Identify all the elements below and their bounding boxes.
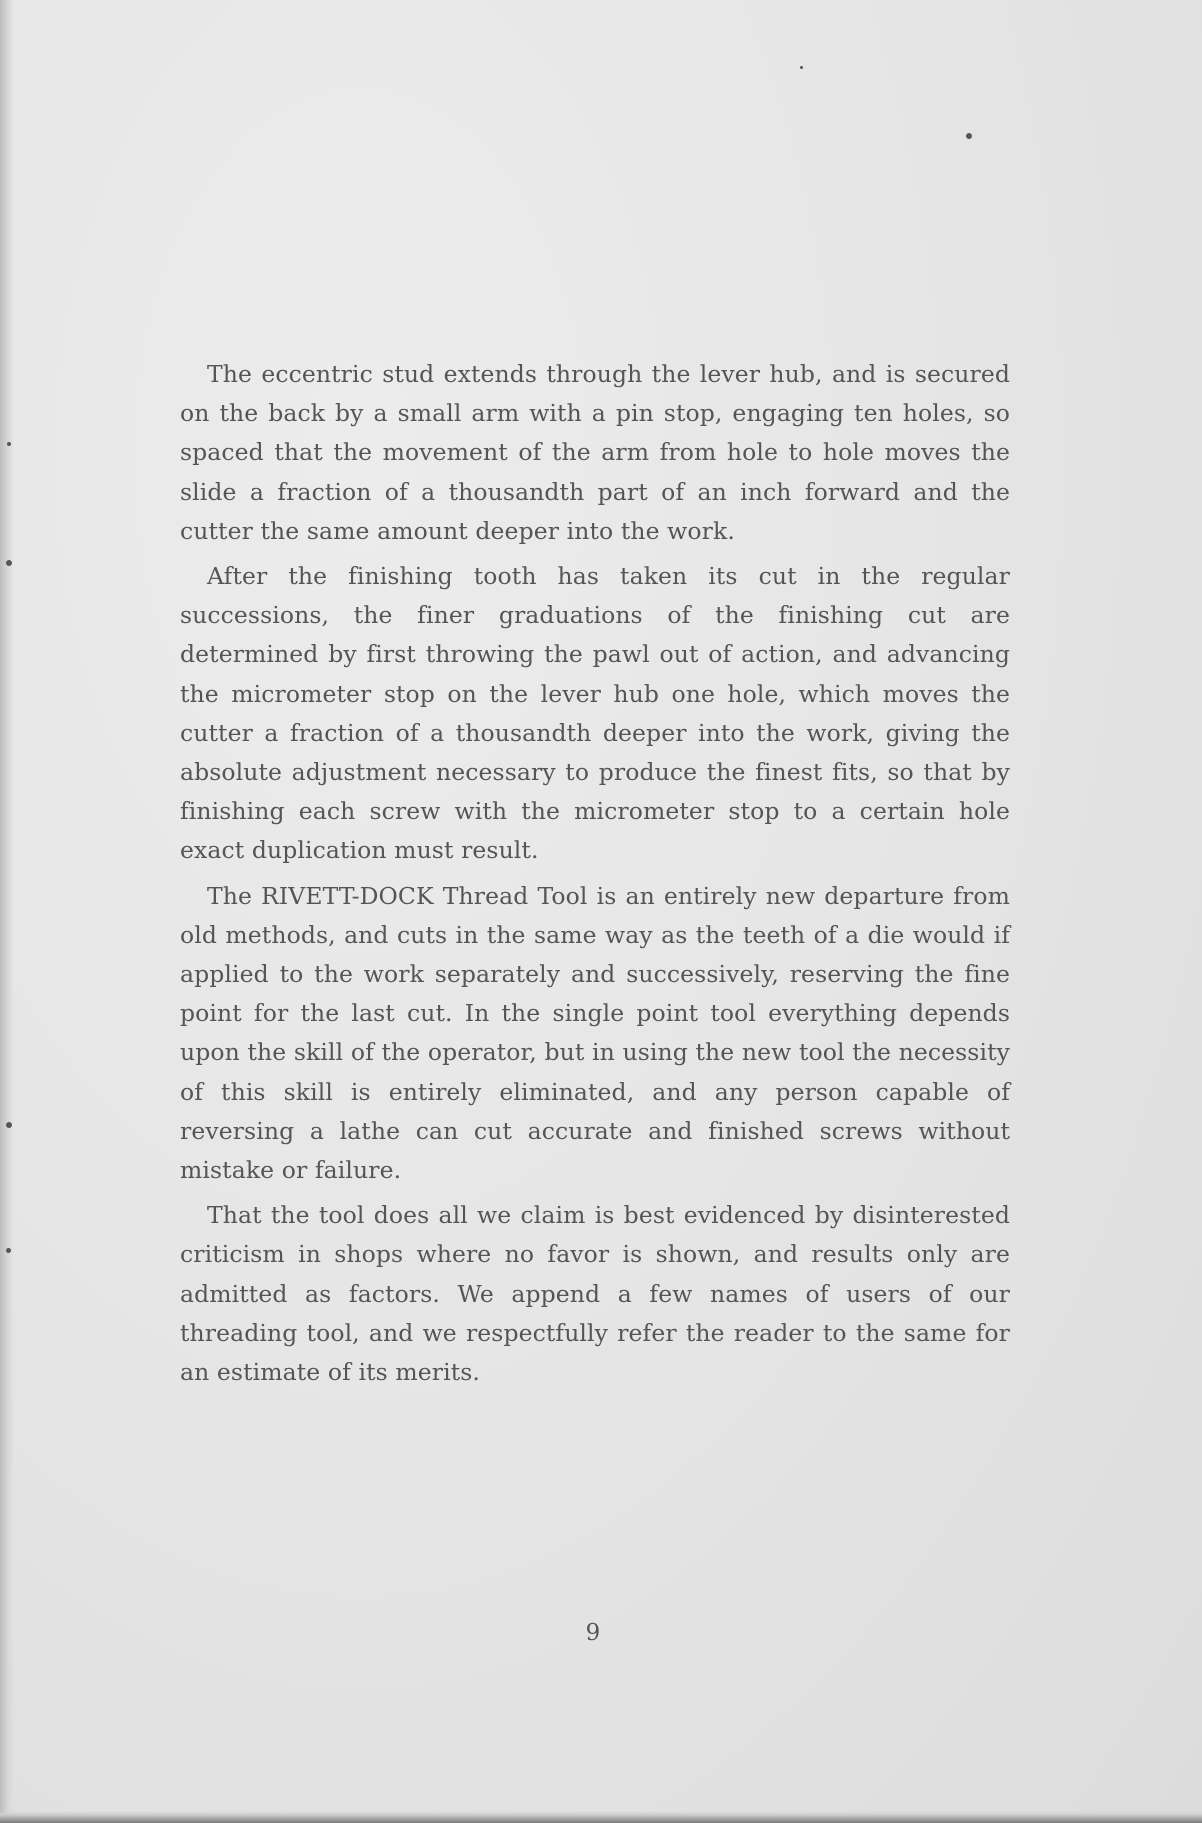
paragraph: The eccentric stud extends through the lever hub, and is secured on the back by a small arm with a pin stop, engaging ten holes, so spaced that the movement of the arm from hole to hole moves the slide a fraction of a thousandth part of an inch forward and the cutter the same amount deeper into the work.: [180, 360, 1010, 545]
paper-speck: [6, 1248, 11, 1253]
paper-speck: [6, 560, 12, 566]
paragraph: The RIVETT-DOCK Thread Tool is an entirely new departure from old methods, and cuts in the same way as the teeth of a die would if applied to the work separately and successively, reserving the fine point for the last cut. In the single point tool everything depends upon the skill of the operator, but in using the new tool the necessity of this skill is entirely eliminated, and any person capable of reversing a lathe can cut accurate and finished screws without mistake or failure.: [180, 881, 1010, 1185]
paper-speck: [7, 442, 11, 446]
page-number: 9: [585, 1620, 601, 1646]
page-left-edge: [0, 0, 14, 1823]
paper-speck: [800, 66, 803, 69]
paper-speck: [6, 1122, 12, 1128]
paper-speck: [966, 133, 972, 139]
page-bottom-edge: [0, 1811, 1202, 1823]
paragraph: After the finishing tooth has taken its cut in the regular successions, the finer graduations of the finishing cut are determined by first throwing the pawl out of action, and advancing the micrometer stop on the lever hub one hole, which moves the cutter a fraction of a thousandth deeper into the work, giving the absolute adjustment necessary to produce the finest fits, so that by finishing each screw with the micrometer stop to a certain hole exact duplication must result.: [180, 562, 1010, 865]
body-text: [180, 355, 1010, 1398]
paragraph: That the tool does all we claim is best evidenced by disinterested criticism in shops where no favor is shown, and results only are admitted as factors. We append a few names of users of our threading tool, and we respectfully refer the reader to the same for an estimate of its merits.: [180, 1201, 1010, 1387]
